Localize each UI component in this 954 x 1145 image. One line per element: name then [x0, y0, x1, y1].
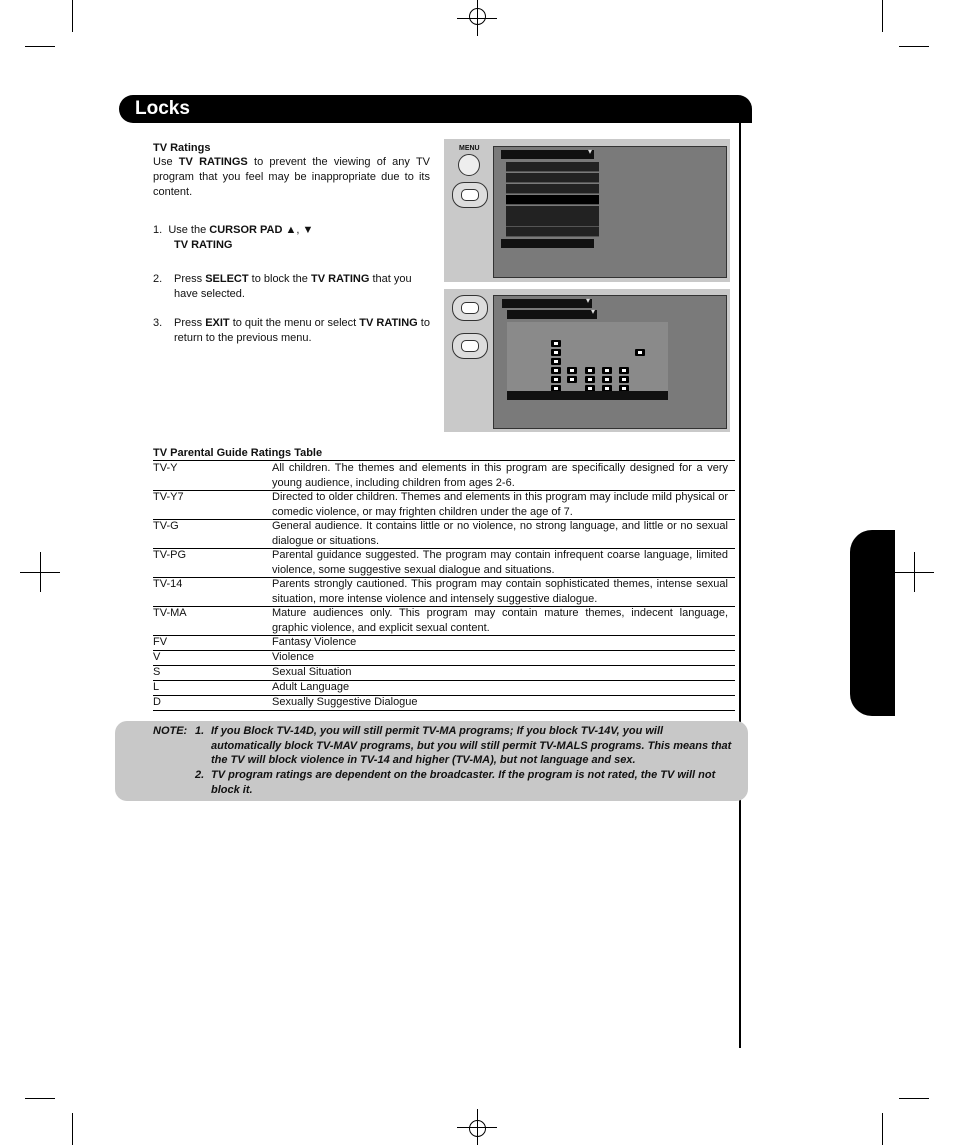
step-text: Press	[174, 273, 206, 285]
cursor-pad-icon	[452, 182, 488, 208]
step-text: to return to the previous menu.	[174, 317, 430, 344]
tv-ratings-heading: TV Ratings	[153, 142, 211, 154]
step-number: 3.	[153, 317, 163, 329]
rating-code: TV-14	[153, 578, 183, 590]
crop-mark	[882, 1113, 883, 1145]
table-row	[153, 680, 735, 696]
menu-button-icon	[458, 154, 480, 176]
tv-screen	[493, 146, 727, 278]
rating-code: V	[153, 651, 161, 663]
rating-description: All children. The themes and elements in this program are specifically designed for a very young audience, including children from ages 2-6.	[272, 462, 728, 489]
registration-mark	[20, 552, 60, 592]
lock-icon	[551, 367, 561, 374]
table-row	[153, 519, 735, 549]
table-row	[153, 461, 735, 491]
lock-icon	[551, 376, 561, 383]
menu-row	[506, 206, 599, 227]
step-text: Press	[174, 317, 206, 329]
rating-description: Parental guidance suggested. The program may contain infrequent coarse language, limited violence, some suggestive sexual dialogue and situations.	[272, 549, 728, 576]
step-2	[153, 272, 430, 300]
menu-row-selected	[506, 195, 599, 205]
table-row	[153, 577, 735, 607]
rating-description: Directed to older children. Themes and elements in this program may include mild physical or comedic violence, or may frighten children under the age of 7.	[272, 491, 728, 518]
table-row	[153, 635, 735, 651]
crop-mark	[882, 0, 883, 32]
cursor-pad-icon	[452, 333, 488, 359]
margin-rule	[739, 123, 741, 1048]
lock-icon	[567, 376, 577, 383]
menu-footer	[501, 239, 594, 248]
rating-description: Mature audiences only. This program may contain mature themes, indecent language, graphic violence, and explicit sexual content.	[272, 607, 728, 634]
lock-icon	[551, 349, 561, 356]
step-text: ▲, ▼	[282, 224, 314, 236]
lock-icon	[602, 376, 612, 383]
table-row	[153, 665, 735, 681]
table-row	[153, 548, 735, 578]
menu-footer	[507, 391, 668, 400]
intro-text: to prevent the viewing of any TV program that you feel may be inappropriate due to its content.	[153, 156, 431, 198]
rating-code: FV	[153, 636, 168, 648]
menu-row	[506, 227, 599, 237]
page-title: Locks	[135, 98, 190, 119]
step-bold: TV RATING	[359, 317, 418, 329]
step-bold: EXIT	[205, 317, 230, 329]
rating-code: S	[153, 666, 161, 678]
intro-bold: TV RATINGS	[178, 156, 248, 168]
select-button-icon	[452, 295, 488, 321]
rating-description: Parents strongly cautioned. This program may contain sophisticated themes, intense sexual situation, more intense violence and intensely suggestive dialogue.	[272, 578, 728, 605]
rating-description: Sexually Suggestive Dialogue	[272, 696, 418, 708]
registration-mark	[457, 1109, 497, 1145]
menu-row	[506, 184, 599, 194]
step-number: 2.	[153, 273, 163, 285]
rating-description: Sexual Situation	[272, 666, 352, 678]
step-text: to block the	[248, 273, 311, 285]
registration-mark	[457, 0, 497, 36]
lock-icon	[619, 367, 629, 374]
step-bold: CURSOR PAD	[209, 224, 283, 236]
menu-illustration-1	[444, 139, 730, 282]
menu-label: MENU	[459, 145, 480, 152]
menu-dropdown	[502, 299, 592, 308]
note-label: NOTE:	[153, 725, 188, 737]
note-text: If you Block TV-14D, you will still permit TV-MA programs; If you block TV-14V, you will automatically block TV-MAV programs, but you will still permit TV-MALS programs. This means that the TV will block violence in TV-14 and higher (TV-MA), but not language and sex.	[211, 725, 732, 766]
rating-description: Fantasy Violence	[272, 636, 357, 648]
intro-paragraph	[153, 155, 430, 200]
rating-code: D	[153, 696, 161, 708]
lock-icon	[551, 358, 561, 365]
step-bold: TV RATING	[310, 273, 370, 285]
note-text: TV program ratings are dependent on the broadcaster. If the program is not rated, the TV will not block it.	[211, 769, 716, 796]
lock-icon	[635, 349, 645, 356]
step-text: that you have selected.	[174, 273, 412, 300]
intro-text: Use	[153, 156, 179, 168]
rating-code: TV-G	[153, 520, 179, 532]
rating-code: TV-MA	[153, 607, 187, 619]
rating-description: Violence	[272, 651, 314, 663]
table-row	[153, 606, 735, 636]
crop-mark	[899, 46, 929, 47]
menu-row	[506, 162, 599, 172]
menu-illustration-2	[444, 289, 730, 432]
table-row	[153, 490, 735, 520]
rating-code: TV-Y7	[153, 491, 184, 503]
step-text: to quit the menu or select	[229, 317, 360, 329]
step-number: 1.	[153, 224, 163, 236]
rating-code: TV-PG	[153, 549, 187, 561]
rating-description: General audience. It contains little or no violence, no strong language, and little or no sexual dialogue or situations.	[272, 520, 728, 547]
crop-mark	[72, 1113, 73, 1145]
lock-icon	[585, 376, 595, 383]
note-number: 1.	[195, 725, 205, 737]
step-text: Use the	[168, 224, 210, 236]
lock-icon	[585, 367, 595, 374]
step-1	[153, 223, 430, 253]
section-title-bar	[119, 95, 752, 123]
rating-code: TV-Y	[153, 462, 178, 474]
crop-mark	[72, 0, 73, 32]
crop-mark	[899, 1098, 929, 1099]
side-tab	[850, 530, 895, 716]
lock-icon	[567, 367, 577, 374]
step-3	[153, 316, 430, 344]
crop-mark	[25, 1098, 55, 1099]
lock-icon	[551, 340, 561, 347]
lock-icon	[602, 367, 612, 374]
table-title: TV Parental Guide Ratings Table	[153, 447, 323, 459]
submenu-dropdown	[507, 310, 597, 319]
table-row	[153, 650, 735, 666]
tv-screen	[493, 295, 727, 429]
crop-mark	[25, 46, 55, 47]
rating-grid	[507, 322, 668, 394]
step-bold: TV RATING	[174, 239, 233, 251]
table-row	[153, 695, 735, 711]
menu-row	[506, 173, 599, 183]
rating-description: Adult Language	[272, 681, 350, 693]
lock-icon	[619, 376, 629, 383]
note-number: 2.	[195, 769, 205, 781]
rating-code: L	[153, 681, 160, 693]
step-bold: SELECT	[205, 273, 249, 285]
registration-mark	[894, 552, 934, 592]
menu-dropdown	[501, 150, 594, 159]
